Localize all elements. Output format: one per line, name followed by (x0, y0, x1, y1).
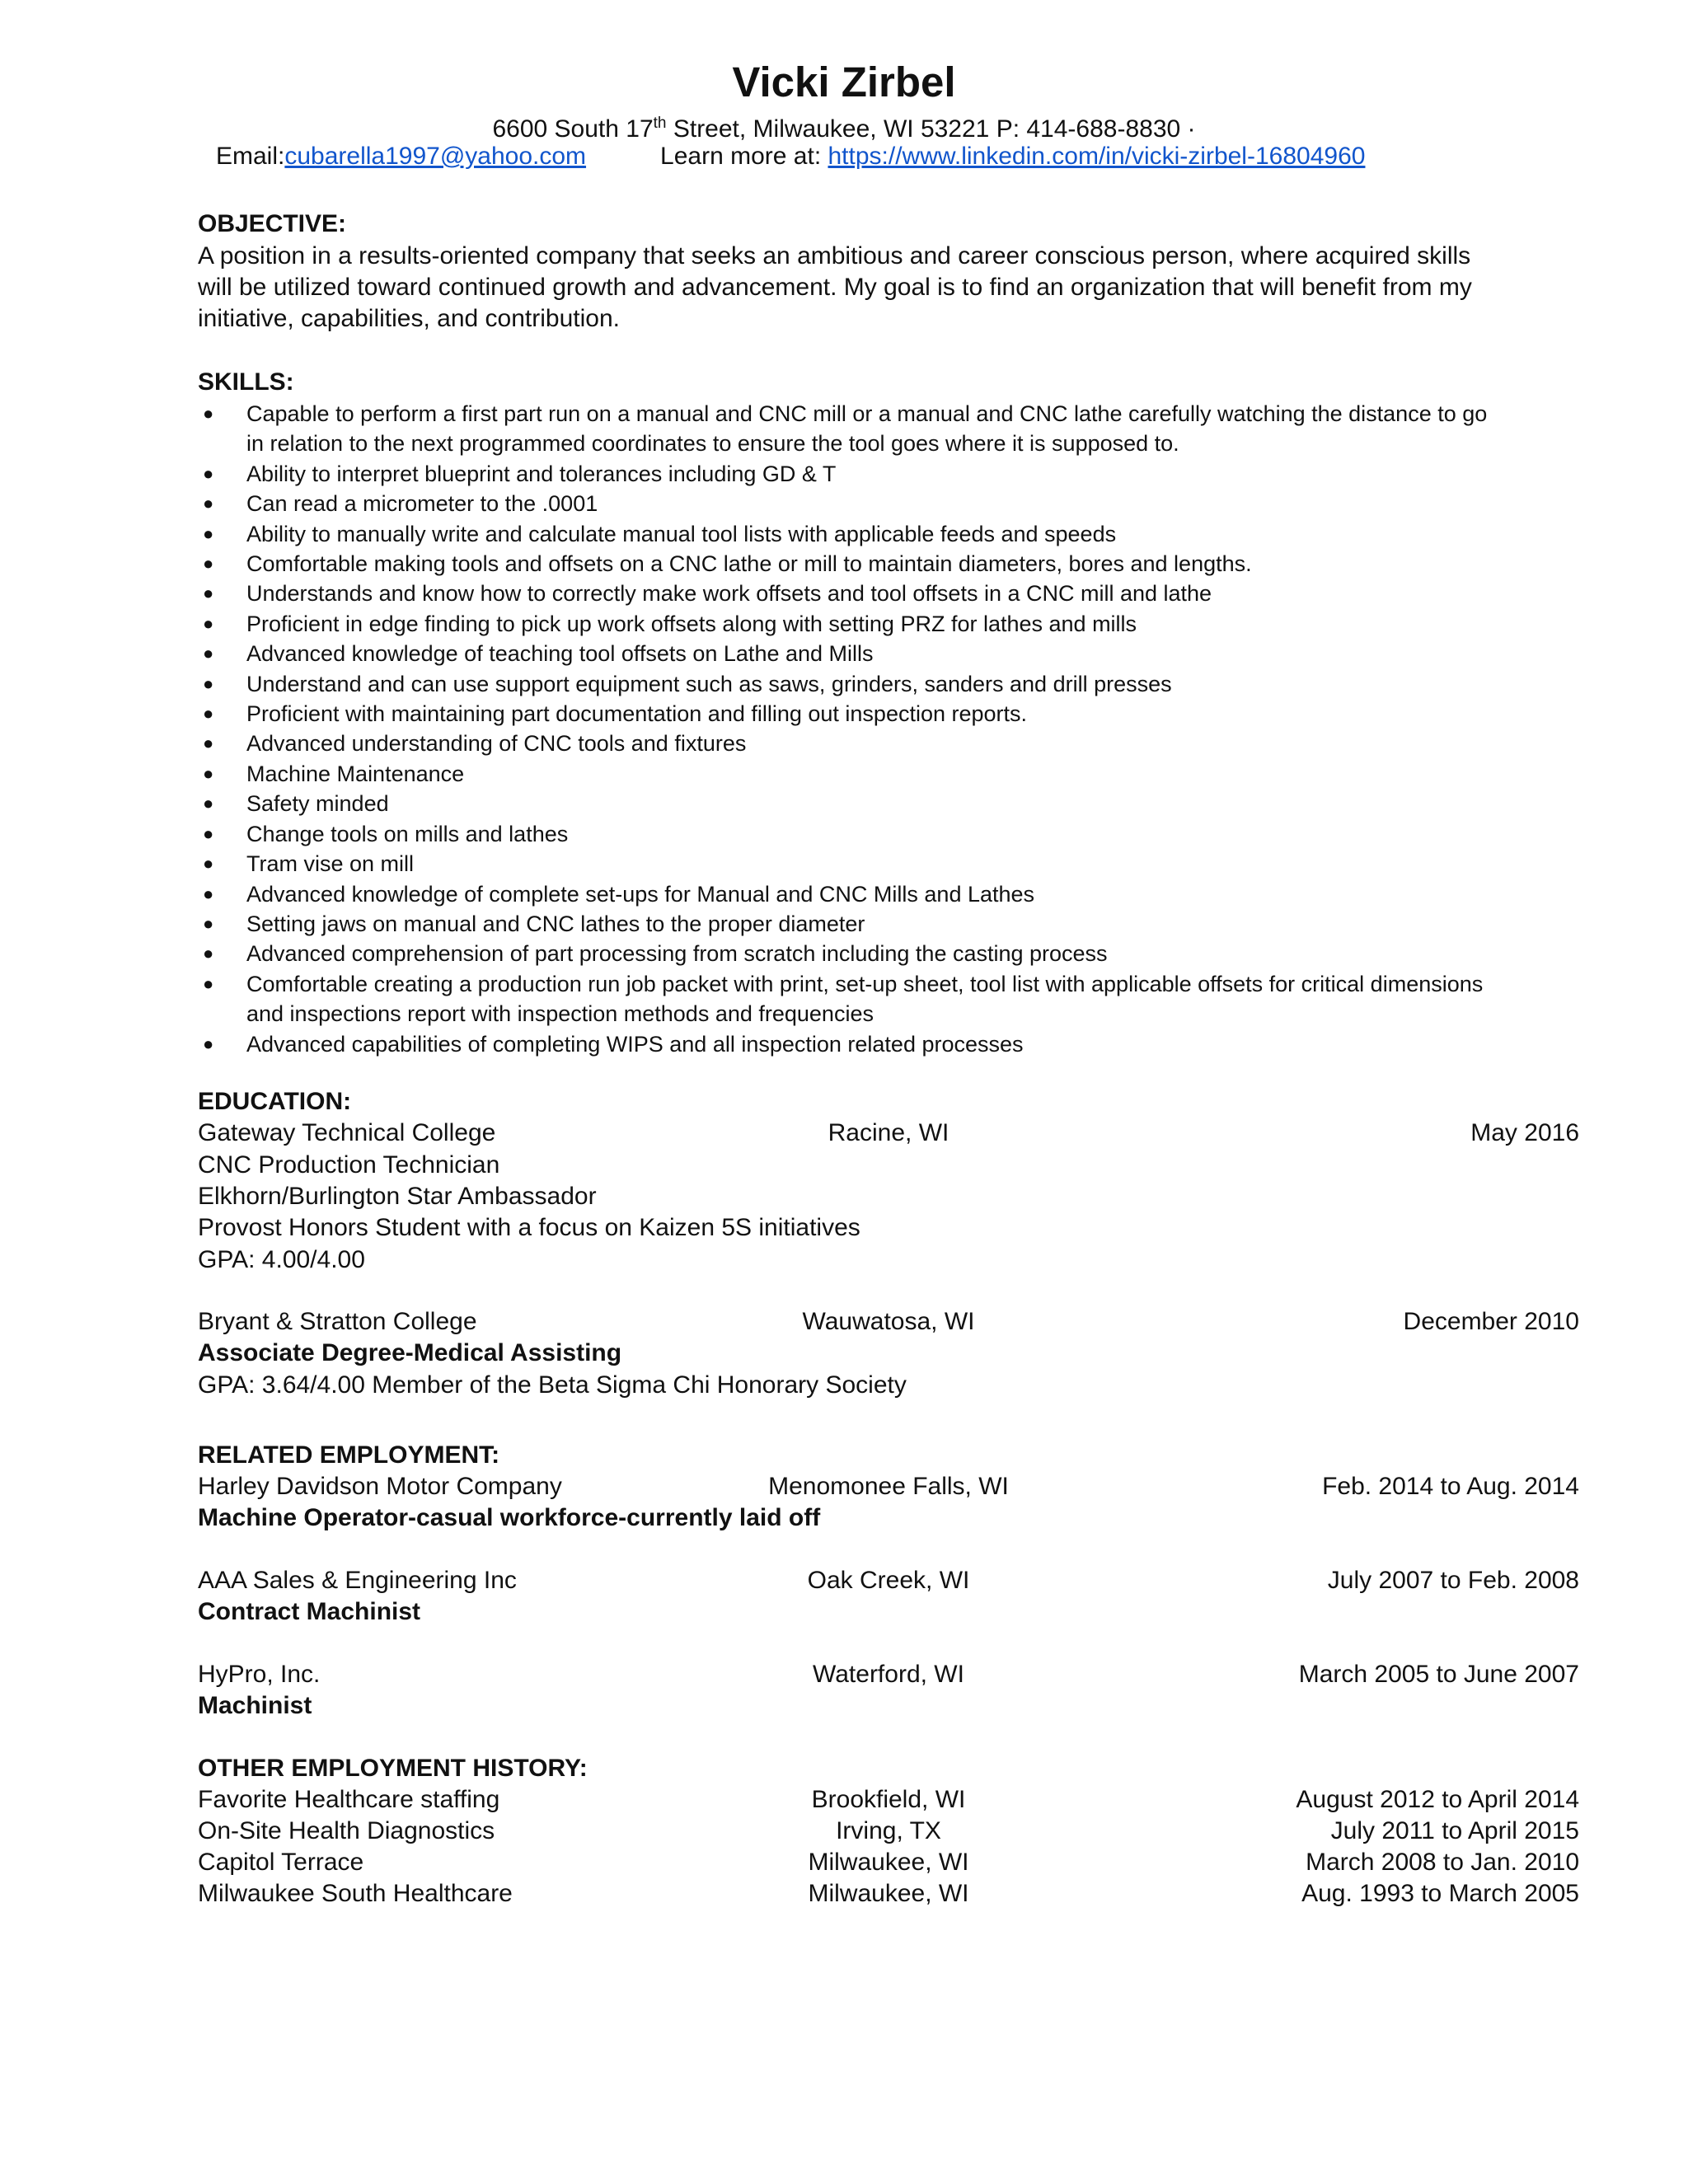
school-location: Racine, WI (828, 1119, 950, 1146)
skill-item: ● Machine Maintenance (198, 759, 1500, 789)
school-name: Bryant & Stratton College (198, 1308, 477, 1335)
contact-line (216, 140, 1365, 173)
bullet-icon: ● (203, 403, 214, 424)
skill-item: ● Understand and can use support equipment such as saws, grinders, sanders and drill presses (198, 669, 1500, 699)
school-date: May 2016 (1470, 1119, 1579, 1146)
bullet-icon: ● (203, 853, 214, 874)
bullet-icon: ● (203, 943, 214, 964)
job-title: Machine Operator-casual workforce-currently laid off (198, 1504, 821, 1531)
bullet-icon: ● (203, 703, 214, 724)
address-rest: Street, Milwaukee, WI 53221 P: 414-688-8830 · (666, 115, 1196, 143)
address-ordinal: th (653, 115, 667, 132)
skill-item: ● Understands and know how to correctly make work offsets and tool offsets in a CNC mill and lathe (198, 579, 1500, 608)
education-detail: Elkhorn/Burlington Star Ambassador (198, 1183, 597, 1210)
linkedin-link[interactable]: https://www.linkedin.com/in/vicki-zirbel-16804960 (828, 143, 1366, 170)
bullet-icon: ● (203, 912, 214, 934)
job-company: On-Site Health Diagnostics (198, 1817, 495, 1844)
job-dates: July 2007 to Feb. 2008 (1327, 1567, 1579, 1594)
job-location: Waterford, WI (813, 1661, 964, 1688)
skill-item: ● Advanced understanding of CNC tools and fixtures (198, 729, 1500, 758)
job-row (198, 1565, 1579, 1596)
skill-item: ● Change tools on mills and lathes (198, 819, 1500, 849)
bullet-icon: ● (203, 583, 214, 604)
skill-item: ● Advanced knowledge of teaching tool offsets on Lathe and Mills (198, 639, 1500, 668)
skill-item: ● Proficient in edge finding to pick up work offsets along with setting PRZ for lathes and mills (198, 609, 1500, 639)
bullet-icon: ● (203, 612, 214, 634)
job-location: Brookfield, WI (811, 1786, 966, 1813)
skill-item: ● Capable to perform a first part run on a manual and CNC mill or a manual and CNC lathe carefully watching the distance to go in relation to the next programmed coordinates to ensure the tool goes where it is supposed to. (198, 399, 1500, 459)
bullet-icon: ● (203, 733, 214, 754)
job-company: HyPro, Inc. (198, 1661, 321, 1688)
job-company: AAA Sales & Engineering Inc (198, 1567, 517, 1594)
job-dates: March 2005 to June 2007 (1298, 1661, 1579, 1688)
bullet-icon: ● (203, 762, 214, 784)
job-company: Milwaukee South Healthcare (198, 1880, 513, 1907)
skill-item: ● Can read a micrometer to the .0001 (198, 489, 1500, 518)
school-date: December 2010 (1403, 1308, 1579, 1335)
job-location: Menomonee Falls, WI (768, 1473, 1009, 1500)
degree-title: Associate Degree-Medical Assisting (198, 1339, 622, 1366)
skill-item: ● Safety minded (198, 789, 1500, 818)
bullet-icon: ● (203, 673, 214, 694)
bullet-icon: ● (203, 1033, 214, 1054)
bullet-icon: ● (203, 823, 214, 844)
job-row (198, 1471, 1579, 1502)
other-job-row (198, 1878, 1579, 1910)
education-detail: Provost Honors Student with a focus on Kaizen 5S initiatives (198, 1214, 860, 1241)
other-job-row (198, 1847, 1579, 1878)
bullet-icon: ● (203, 793, 214, 814)
skill-item: ● Ability to interpret blueprint and tolerances including GD & T (198, 459, 1500, 489)
education-detail: CNC Production Technician (198, 1151, 500, 1179)
skill-item: ● Comfortable making tools and offsets on a CNC lathe or mill to maintain diameters, bores and lengths. (198, 549, 1500, 579)
job-company: Harley Davidson Motor Company (198, 1473, 562, 1500)
bullet-icon: ● (203, 883, 214, 904)
skill-item: ● Proficient with maintaining part documentation and filling out inspection reports. (198, 699, 1500, 729)
bullet-icon: ● (203, 643, 214, 664)
address-street: 6600 South 17 (492, 115, 654, 143)
job-location: Oak Creek, WI (807, 1567, 970, 1594)
education-school-row (198, 1306, 1579, 1338)
education-heading: EDUCATION: (198, 1088, 352, 1115)
bullet-icon: ● (203, 553, 214, 574)
job-title: Contract Machinist (198, 1598, 421, 1625)
bullet-icon: ● (203, 493, 214, 514)
job-dates: August 2012 to April 2014 (1296, 1786, 1579, 1813)
skills-list (198, 399, 1500, 1059)
bullet-icon: ● (203, 523, 214, 544)
objective-heading: OBJECTIVE: (198, 210, 347, 237)
job-location: Irving, TX (836, 1817, 941, 1844)
school-location: Wauwatosa, WI (802, 1308, 975, 1335)
learn-more-label: Learn more at: (660, 143, 828, 170)
job-dates: Feb. 2014 to Aug. 2014 (1322, 1473, 1579, 1500)
education-detail: GPA: 3.64/4.00 Member of the Beta Sigma Chi Honorary Society (198, 1371, 907, 1399)
education-school-row (198, 1118, 1579, 1149)
job-location: Milwaukee, WI (808, 1880, 969, 1907)
other-employment-heading: OTHER EMPLOYMENT HISTORY: (198, 1755, 588, 1782)
school-name: Gateway Technical College (198, 1119, 496, 1146)
skill-item: ● Tram vise on mill (198, 849, 1500, 879)
bullet-icon: ● (203, 972, 214, 994)
bullet-icon: ● (203, 462, 214, 484)
job-company: Capitol Terrace (198, 1849, 364, 1876)
education-detail: GPA: 4.00/4.00 (198, 1246, 365, 1273)
other-job-row (198, 1784, 1579, 1816)
skill-item: ● Advanced knowledge of complete set-ups for Manual and CNC Mills and Lathes (198, 879, 1500, 909)
objective-text: A position in a results-oriented company that seeks an ambitious and career conscious person, where acquired skills will be utilized toward continued growth and advancement. My goal is to find an organization that will benefit from my initiative, capabilities, and contribution. (198, 242, 1472, 332)
job-dates: Aug. 1993 to March 2005 (1301, 1880, 1579, 1907)
skill-item: ● Comfortable creating a production run job packet with print, set-up sheet, tool list with applicable offsets for critical dimensions and inspections report with inspection methods and frequencies (198, 969, 1500, 1029)
skill-item: ● Ability to manually write and calculate manual tool lists with applicable feeds and speeds (198, 519, 1500, 549)
candidate-name: Vicki Zirbel (732, 59, 956, 105)
job-company: Favorite Healthcare staffing (198, 1786, 500, 1813)
skills-heading: SKILLS: (198, 368, 294, 396)
email-label: Email: (216, 143, 285, 170)
job-row (198, 1659, 1579, 1690)
job-title: Machinist (198, 1692, 312, 1719)
skill-item: ● Advanced comprehension of part processing from scratch including the casting process (198, 939, 1500, 968)
skill-item: ● Advanced capabilities of completing WIPS and all inspection related processes (198, 1029, 1500, 1059)
job-dates: March 2008 to Jan. 2010 (1306, 1849, 1579, 1876)
skill-item: ● Setting jaws on manual and CNC lathes to the proper diameter (198, 909, 1500, 939)
other-job-row (198, 1816, 1579, 1847)
email-link[interactable]: cubarella1997@yahoo.com (284, 143, 587, 170)
job-dates: July 2011 to April 2015 (1330, 1817, 1579, 1844)
related-employment-heading: RELATED EMPLOYMENT: (198, 1441, 500, 1469)
job-location: Milwaukee, WI (808, 1849, 969, 1876)
